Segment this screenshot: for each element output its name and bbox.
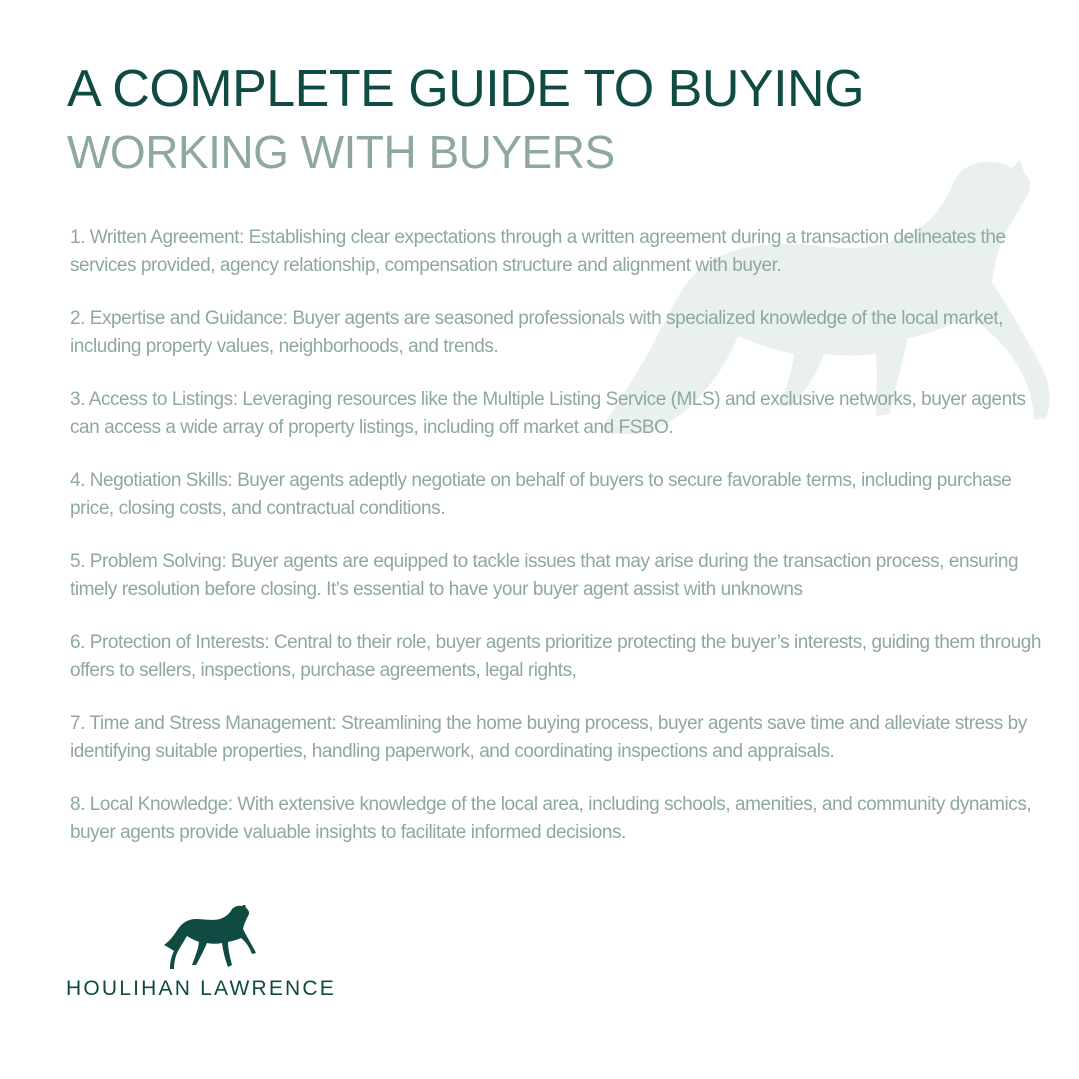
brand-logo <box>66 905 356 1005</box>
page-subtitle: WORKING WITH BUYERS <box>67 126 615 178</box>
list-item: 3. Access to Listings: Leveraging resources like the Multiple Listing Service (MLS) and exclusive networks, buyer agents can access a wide array of property listings, including off market and FSBO. <box>70 389 1026 438</box>
list-item: 7. Time and Stress Management: Streamlining the home buying process, buyer agents save time and alleviate stress by identifying suitable properties, handling paperwork, and coordinating inspections and appraisals. <box>70 713 1027 762</box>
list-item: 5. Problem Solving: Buyer agents are equipped to tackle issues that may arise during the transaction process, ensuring timely resolution before closing. It’s essential to have your buyer agent assist with unknowns <box>70 551 1019 600</box>
list-item: 6. Protection of Interests: Central to their role, buyer agents prioritize protecting the buyer’s interests, guiding them through offers to sellers, inspections, purchase agreements, legal rights, <box>70 632 1041 681</box>
brand-name: HOULIHAN LAWRENCE <box>66 977 336 1000</box>
list-item: 2. Expertise and Guidance: Buyer agents are seasoned professionals with specialized knowledge of the local market, including property values, neighborhoods, and trends. <box>70 308 1004 357</box>
horse-icon <box>162 905 258 971</box>
list-item: 1. Written Agreement: Establishing clear expectations through a written agreement during a transaction delineates the services provided, agency relationship, compensation structure and alignment with buyer. <box>70 227 1006 276</box>
page-title: A COMPLETE GUIDE TO BUYING <box>67 60 865 118</box>
benefits-list <box>70 224 1055 872</box>
list-item: 8. Local Knowledge: With extensive knowledge of the local area, including schools, amenities, and community dynamics, buyer agents provide valuable insights to facilitate informed decisions. <box>70 794 1032 843</box>
list-item: 4. Negotiation Skills: Buyer agents adeptly negotiate on behalf of buyers to secure favorable terms, including purchase price, closing costs, and contractual conditions. <box>70 470 1012 519</box>
